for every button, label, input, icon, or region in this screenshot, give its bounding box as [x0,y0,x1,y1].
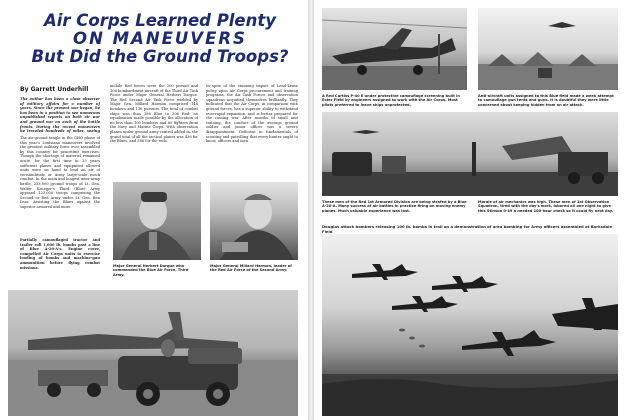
photo-bombers-in-flight [322,234,618,416]
caption-harmon: Major General Millard Harmon, leader of the Red Air Force of the Second Army. [210,264,292,273]
photo-antiaircraft-tents [478,8,618,90]
body-column-3: In spite of the stunning impact of Lend-Lease policy upon Air Corps procurement and training programs, the Air Task Forces and observation squadrons acquitted themselves brilliantly. They indicated that the Air Corps, in comparison with ground forces, has a superior ability to withstand over-rapid expansion, and is better prepared for the coming war. After months of small unit training, the conduct of the average ground soldier and junior officer was a severe disappointment. Deficient in fundamentals of scouting and patrolling that every hunter ought to know, officers and men [206,84,298,144]
caption-air-mechanics: Morale of air mechanics was high. These men of 1st Observation Squadron, tired with the day's work, labored all one night to give this Stinson 0-49 a needed 100-hour check so it could fly next day. [478,200,614,213]
photo-strafing-and-mechanics [322,112,618,196]
body-column-2: mobile Red forces were the 200 pursuit and 106 bombardment aircraft of the Third Air Task Force under Major General Herbert Dargue. The Red Second Air Task Force wielded by Major Gen. Millard Harmon comprised 148 bombers and 136 pursuits. The total of combat ships was thus 396 Blue to 306 Red: an equalization made possible by the allocation of no less than 100 bombers and 60 fighters from the Navy and Marine Corps. With observation planes under ground army control added in, the grand total of all the tactical planes was 436 for the Blues, and 386 for the reds. [110,84,198,144]
body-column-1: The air-ground tangle in the GHQ phase of this year's Louisiana maneuvers involved the greatest military force ever assembled by this country for peacetime exercises. Though the shortage of materiel remained acute, for the first time in 25 years sufficient planes and equipment allowed units were on hand to lend an air of verisimilitude or Army large-scale mock combat. In the main and longest inter-army battle, 253,000 ground troops of Lt. Gen. Walter Krueger's Third (Blue) Army opposed 123,000 troops comprising the Second or Red Army under Lt. Gen. Ben Lear. Assisting the Blues against the superior armored and more [20,136,100,209]
article-headline [12,12,308,66]
photo-bomb-trailer [8,290,298,416]
caption-douglas-bombers: Douglas attack bombers releasing 100 lb. bombs in trail on a demonstration of area bombing for Army officers assembled at Barksdale Field [322,224,613,234]
caption-antiaircraft: Anti-aircraft units assigned to this Blue field made a week attempt to camouflage gun tents and guns. It is doubtful they were little concerned about keeping hidden from an air attack. [478,94,614,107]
headline-line-1: Air Corps Learned Plenty [43,11,277,30]
headline-line-3: But Did the Ground Troops? [31,47,289,66]
photo-p40-camouflage [322,8,467,90]
caption-dargue: Major General Herbert Dargue who commanded the Blue Air Force, Third Army. [113,264,189,277]
headline-line-2: ON MANEUVERS [73,29,247,48]
photo-harmon-portrait [210,182,298,260]
photo-dargue-portrait [113,182,201,260]
right-page [314,0,624,420]
author-intro: The author has been a close observer of military affairs for a number of years. Since the present war began, he has been in a position to see numerous unpublished reports on both air war and ground war on each of the battle fronts. During the recent maneuvers he traveled hundreds of miles, seeing [20,97,100,133]
caption-strafed-division: These men of the Red 1st Armored Division are being strafed by a Blue A-20-A. Many success of air battles in practice firing on moving enemy planes. Much valuable experience was lost. [322,200,467,213]
byline: By Garrett Underhill [20,86,89,93]
left-page [0,0,308,420]
caption-p40: A Red Curtiss P-40 E under protective camouflage screening built in Ester Field by engineers assigned to work with the Air Corps. Most pilots preferred to leave ships unprotected. [322,94,460,107]
photo-caption-tractor: Partially camouflaged tractor and trailer roll 1,000 lb. bombs past a line of Blue A-20-A's. Engine cover, compelled Air Corps units to exercise loading of bombs and machine-gun ammunition before flying combat missions. [20,238,100,270]
